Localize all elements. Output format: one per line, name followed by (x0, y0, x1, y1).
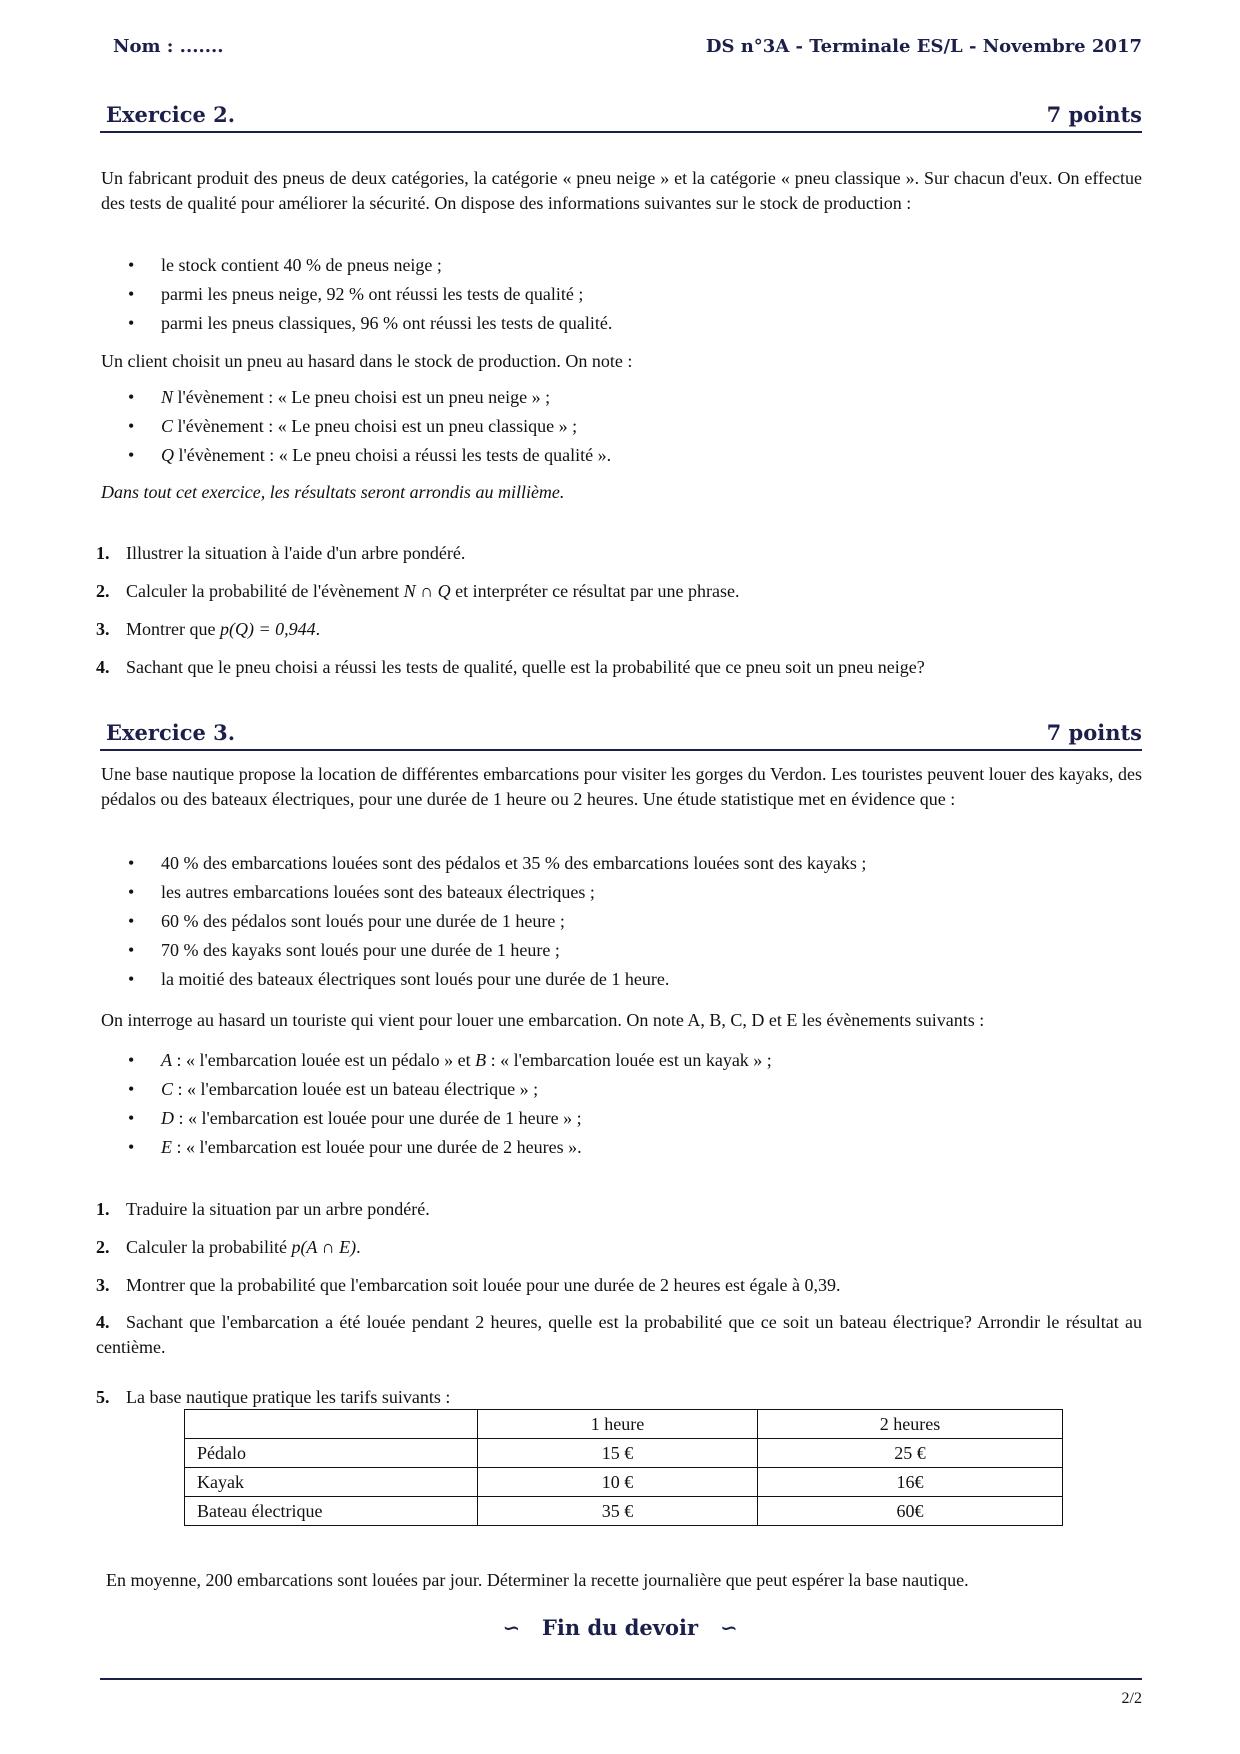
exercise-2-note-intro: Un client choisit un pneu au hasard dans le stock de production. On note : (101, 351, 633, 371)
table-cell: Bateau électrique (185, 1497, 478, 1526)
page-number: 2/2 (1121, 1690, 1142, 1707)
table-header-row (185, 1410, 1063, 1439)
list-item (128, 383, 611, 412)
exam-info: DS n°3A - Terminale ES/L - Novembre 2017 (705, 36, 1142, 57)
event-text: l'évènement : « Le pneu choisi a réussi les tests de qualité ». (174, 445, 612, 465)
list-item: • la moitié des bateaux électriques sont loués pour une durée de 1 heure. (128, 965, 866, 994)
exercise-3-intro: Une base nautique propose la location de différentes embarcations pour visiter les gorges du Verdon. Les touristes peuvent louer des kayaks, des pédalos ou des bateaux électriques, pour une durée de 1 heure ou 2 heures. Une étude statistique met en évidence que : (101, 764, 1142, 809)
table-cell: 60€ (758, 1497, 1063, 1526)
list-item (128, 412, 611, 441)
question-item: 2. Calculer la probabilité de l'évènement N ∩ Q et interpréter ce résultat par une phrase. (96, 581, 740, 601)
exercise-3-points: 7 points (1046, 720, 1142, 745)
exercise-3-heading (100, 715, 1142, 751)
question-item: 5. La base nautique pratique les tarifs suivants : (96, 1387, 451, 1407)
table-header-cell: 1 heure (478, 1410, 758, 1439)
table-header-cell: 2 heures (758, 1410, 1063, 1439)
table-cell: Pédalo (185, 1439, 478, 1468)
exercise-2-points: 7 points (1046, 102, 1142, 127)
question-item: 2. Calculer la probabilité p(A ∩ E). (96, 1237, 361, 1257)
pricing-table (184, 1409, 1063, 1526)
list-item: • 70 % des kayaks sont loués pour une durée de 1 heure ; (128, 936, 866, 965)
exercise-2-rounding-note: Dans tout cet exercice, les résultats seront arrondis au millième. (101, 482, 565, 502)
exercise-2-intro: Un fabricant produit des pneus de deux catégories, la catégorie « pneu neige » et la catégorie « pneu classique ». Sur chacun d'eux. On effectue des tests de qualité pour améliorer la sécurité. On dispose des informations suivantes sur le stock de production : (101, 168, 1142, 213)
question-item: 3. Montrer que p(Q) = 0,944. (96, 619, 321, 639)
exercise-2-events (128, 383, 611, 470)
event-text: l'évènement : « Le pneu choisi est un pneu neige » ; (173, 387, 551, 407)
end-text: Fin du devoir (541, 1615, 699, 1640)
list-item: • E : « l'embarcation est louée pour une durée de 2 heures ». (128, 1133, 772, 1162)
exercise-3-facts (128, 849, 866, 994)
table-row (185, 1439, 1063, 1468)
table-header-cell (185, 1410, 478, 1439)
ornament-left-icon: ∽ (502, 1615, 521, 1640)
exercise-3-title: Exercice 3. (106, 720, 236, 745)
list-item: • D : « l'embarcation est louée pour une durée de 1 heure » ; (128, 1104, 772, 1133)
question-item: 3. Montrer que la probabilité que l'embarcation soit louée pour une durée de 2 heures est égale à 0,39. (96, 1275, 841, 1295)
table-cell: 15 € (478, 1439, 758, 1468)
question-item: 1. Illustrer la situation à l'aide d'un arbre pondéré. (96, 543, 466, 563)
ornament-right-icon: ∽ (719, 1615, 738, 1640)
event-symbol: C (161, 416, 174, 436)
exercise-2-title: Exercice 2. (106, 102, 236, 127)
list-item (128, 441, 611, 470)
table-cell: 35 € (478, 1497, 758, 1526)
list-item: • le stock contient 40 % de pneus neige ; (128, 251, 612, 280)
list-item: • les autres embarcations louées sont des bateaux électriques ; (128, 878, 866, 907)
exercise-3-note-intro: On interroge au hasard un touriste qui vient pour louer une embarcation. On note A, B, C, D et E les évènements suivants : (101, 1010, 985, 1030)
exercise-2-facts (128, 251, 612, 338)
student-name-field: Nom : ....... (113, 36, 224, 57)
exercise-3-events (128, 1046, 772, 1162)
table-cell: Kayak (185, 1468, 478, 1497)
exercise-2-heading (100, 97, 1142, 133)
table-cell: 25 € (758, 1439, 1063, 1468)
table-row (185, 1497, 1063, 1526)
table-cell: 16€ (758, 1468, 1063, 1497)
event-symbol: Q (161, 445, 174, 465)
event-symbol: N (161, 387, 174, 407)
list-item: • parmi les pneus neige, 92 % ont réussi les tests de qualité ; (128, 280, 612, 309)
list-item: • A : « l'embarcation louée est un pédalo » et B : « l'embarcation louée est un kayak » ; (128, 1046, 772, 1075)
list-item: • C : « l'embarcation louée est un bateau électrique » ; (128, 1075, 772, 1104)
question-item: 1. Traduire la situation par un arbre pondéré. (96, 1199, 430, 1219)
table-cell: 10 € (478, 1468, 758, 1497)
exercise-3-closing: En moyenne, 200 embarcations sont louées par jour. Déterminer la recette journalière que peut espérer la base nautique. (106, 1570, 969, 1590)
question-item: 4. Sachant que le pneu choisi a réussi les tests de qualité, quelle est la probabilité que ce pneu soit un pneu neige? (96, 657, 925, 677)
list-item: • 60 % des pédalos sont loués pour une durée de 1 heure ; (128, 907, 866, 936)
end-of-exam (0, 1615, 1240, 1640)
event-text: l'évènement : « Le pneu choisi est un pneu classique » ; (173, 416, 578, 436)
table-row (185, 1468, 1063, 1497)
footer-divider (100, 1678, 1142, 1680)
question-item: 4. Sachant que l'embarcation a été louée pendant 2 heures, quelle est la probabilité que ce soit un bateau électrique? Arrondir le résultat au centième. (96, 1312, 1142, 1357)
list-item: • 40 % des embarcations louées sont des pédalos et 35 % des embarcations louées sont des kayaks ; (128, 849, 866, 878)
list-item: • parmi les pneus classiques, 96 % ont réussi les tests de qualité. (128, 309, 612, 338)
